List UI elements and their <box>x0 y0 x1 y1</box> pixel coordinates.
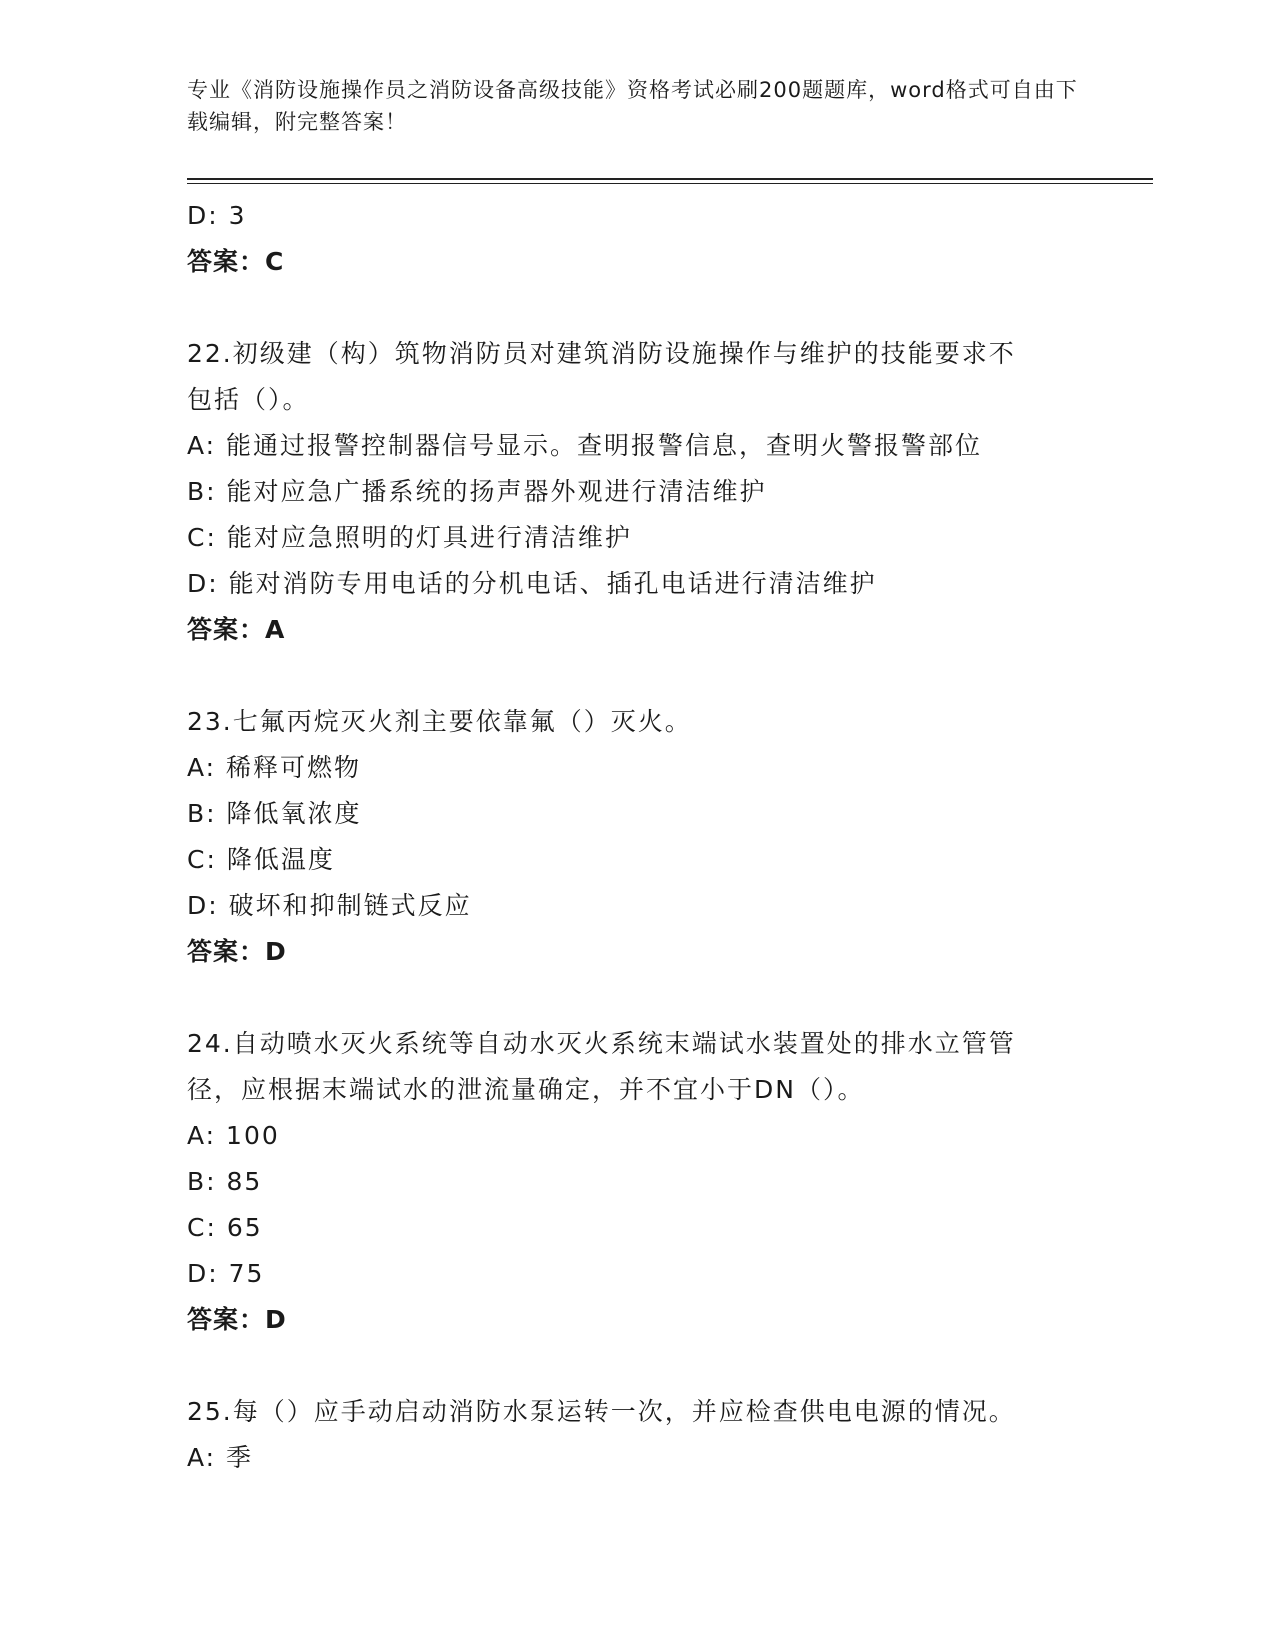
question-22-option-b: B: 能对应急广播系统的扬声器外观进行清洁维护 <box>187 477 767 506</box>
question-22-answer: 答案：A <box>187 615 286 644</box>
question-22-text-cont: 包括（）。 <box>187 385 310 414</box>
question-24-option-a: A: 100 <box>187 1121 280 1150</box>
question-23-option-a: A: 稀释可燃物 <box>187 753 362 782</box>
question-24-text: 24.自动喷水灭火系统等自动水灭火系统末端试水装置处的排水立管管 <box>187 1029 1016 1058</box>
question-25-option-a: A: 季 <box>187 1443 254 1472</box>
question-24-option-c: C: 65 <box>187 1213 263 1242</box>
question-24-text-cont: 径，应根据末端试水的泄流量确定，并不宜小于DN（）。 <box>187 1075 865 1104</box>
question-23-option-d: D: 破坏和抑制链式反应 <box>187 891 472 920</box>
question-24-option-d: D: 75 <box>187 1259 265 1288</box>
question-23-option-c: C: 降低温度 <box>187 845 335 874</box>
question-content <box>187 193 1087 1481</box>
question-24-answer: 答案：D <box>187 1305 287 1334</box>
question-25-text: 25.每（）应手动启动消防水泵运转一次，并应检查供电电源的情况。 <box>187 1397 1016 1426</box>
question-22-text: 22.初级建（构）筑物消防员对建筑消防设施操作与维护的技能要求不 <box>187 339 1016 368</box>
question-23-answer: 答案：D <box>187 937 287 966</box>
question-24-option-b: B: 85 <box>187 1167 263 1196</box>
question-22-option-a: A: 能通过报警控制器信号显示。查明报警信息，查明火警报警部位 <box>187 431 983 460</box>
header-divider-thick <box>187 178 1153 180</box>
document-header: 专业《消防设施操作员之消防设备高级技能》资格考试必刷200题题库，word格式可自由下载编辑，附完整答案！ <box>187 78 1078 134</box>
question-23-text: 23.七氟丙烷灭火剂主要依靠氟（）灭火。 <box>187 707 692 736</box>
question-22-option-d: D: 能对消防专用电话的分机电话、插孔电话进行清洁维护 <box>187 569 877 598</box>
question-22-option-c: C: 能对应急照明的灯具进行清洁维护 <box>187 523 632 552</box>
option-d: D: 3 <box>187 201 247 230</box>
answer-line: 答案：C <box>187 247 285 276</box>
question-23-option-b: B: 降低氧浓度 <box>187 799 362 828</box>
header-divider-thin <box>187 183 1153 184</box>
